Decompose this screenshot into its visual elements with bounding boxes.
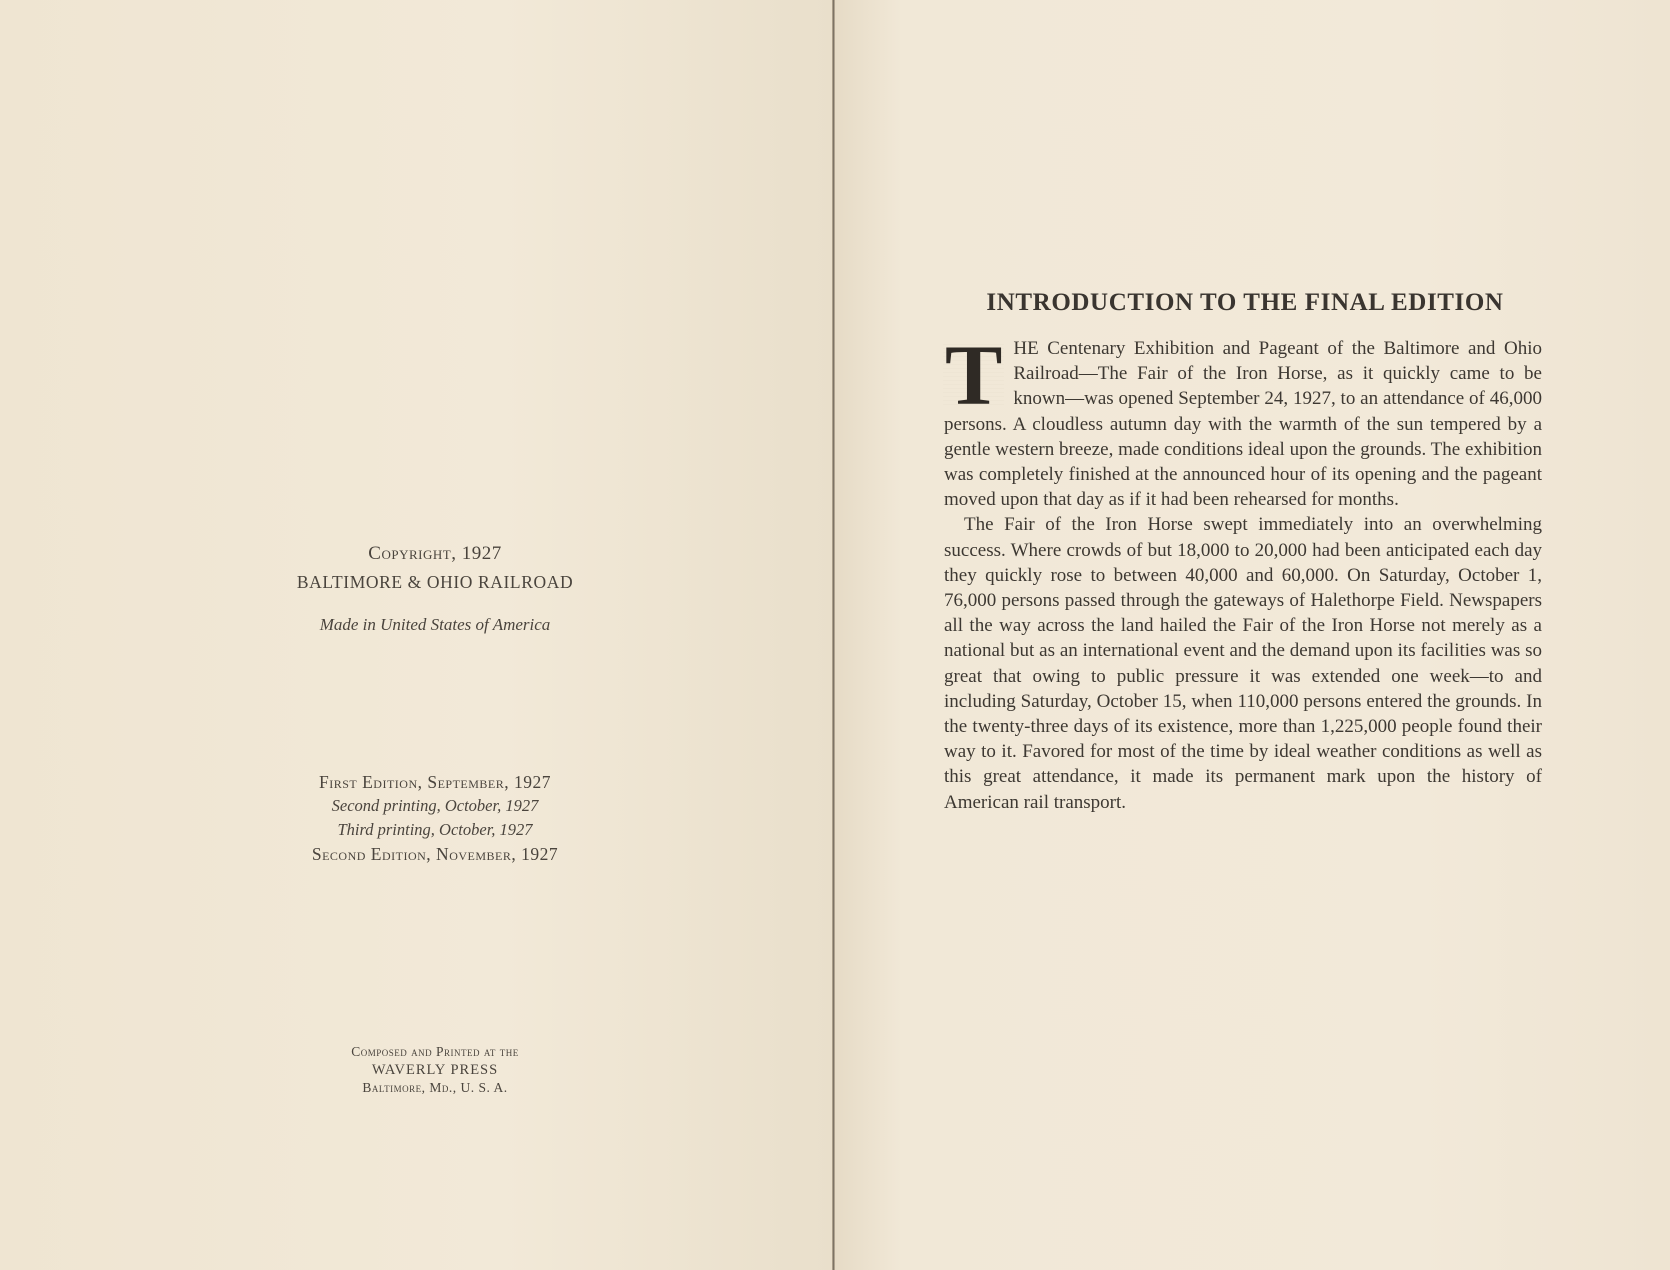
edition-line: First Edition, September, 1927 xyxy=(318,772,552,792)
paragraph-1-text: HE Centenary Exhibition and Pageant of the Baltimore and Ohio Railroad—The Fair of the Iron Horse, as it quickly came to be known—was opened September 24, 1927, to an attendance of 46,000 persons. A cloudless autumn day with the warmth of the sun tempered by a gentle western breeze, made conditions ideal upon the grounds. The exhibition was completely finished at the announced hour of its opening and the pageant moved upon that day as if it had been rehearsed for months. xyxy=(944,338,1542,511)
paragraph-1 xyxy=(944,327,1542,512)
drop-cap: T xyxy=(945,327,1003,423)
introduction-text xyxy=(944,327,1542,815)
edition-history xyxy=(0,770,870,866)
copyright-block xyxy=(0,540,870,638)
made-in-line: Made in United States of America xyxy=(319,615,551,634)
left-page xyxy=(0,0,833,1270)
printer-line: Composed and Printed at the xyxy=(351,1044,519,1059)
publisher-name: BALTIMORE & OHIO RAILROAD xyxy=(296,572,574,592)
paragraph-2: The Fair of the Iron Horse swept immediately into an overwhelming success. Where crowds of but 18,000 to 20,000 had been anticipated each day they quickly rose to between 40,000 and 60,000. On Saturday, October 1, 76,000 persons passed through the gateways of Halethorpe Field. Newspapers all the way across the land hailed the Fair of the Iron Horse not merely as a national but as an international event and the demand upon its facilities was so great that owing to public pressure it was extended one week—to and including Saturday, October 15, when 110,000 persons entered the grounds. In the twenty-three days of its existence, more than 1,225,000 people found their way to it. Favored for most of the time by ideal weather conditions as well as this great attendance, it made its permanent mark upon the history of American rail transport. xyxy=(944,514,1542,813)
page-title: INTRODUCTION TO THE FINAL EDITION xyxy=(986,289,1504,316)
printer-name: WAVERLY PRESS xyxy=(371,1062,499,1078)
edition-line: Second printing, October, 1927 xyxy=(331,796,539,815)
copyright-line: Copyright, 1927 xyxy=(368,543,502,564)
printer-location: Baltimore, Md., U. S. A. xyxy=(362,1080,508,1095)
edition-line: Second Edition, November, 1927 xyxy=(311,844,559,864)
printer-block xyxy=(0,1043,870,1097)
edition-line: Third printing, October, 1927 xyxy=(337,820,533,839)
